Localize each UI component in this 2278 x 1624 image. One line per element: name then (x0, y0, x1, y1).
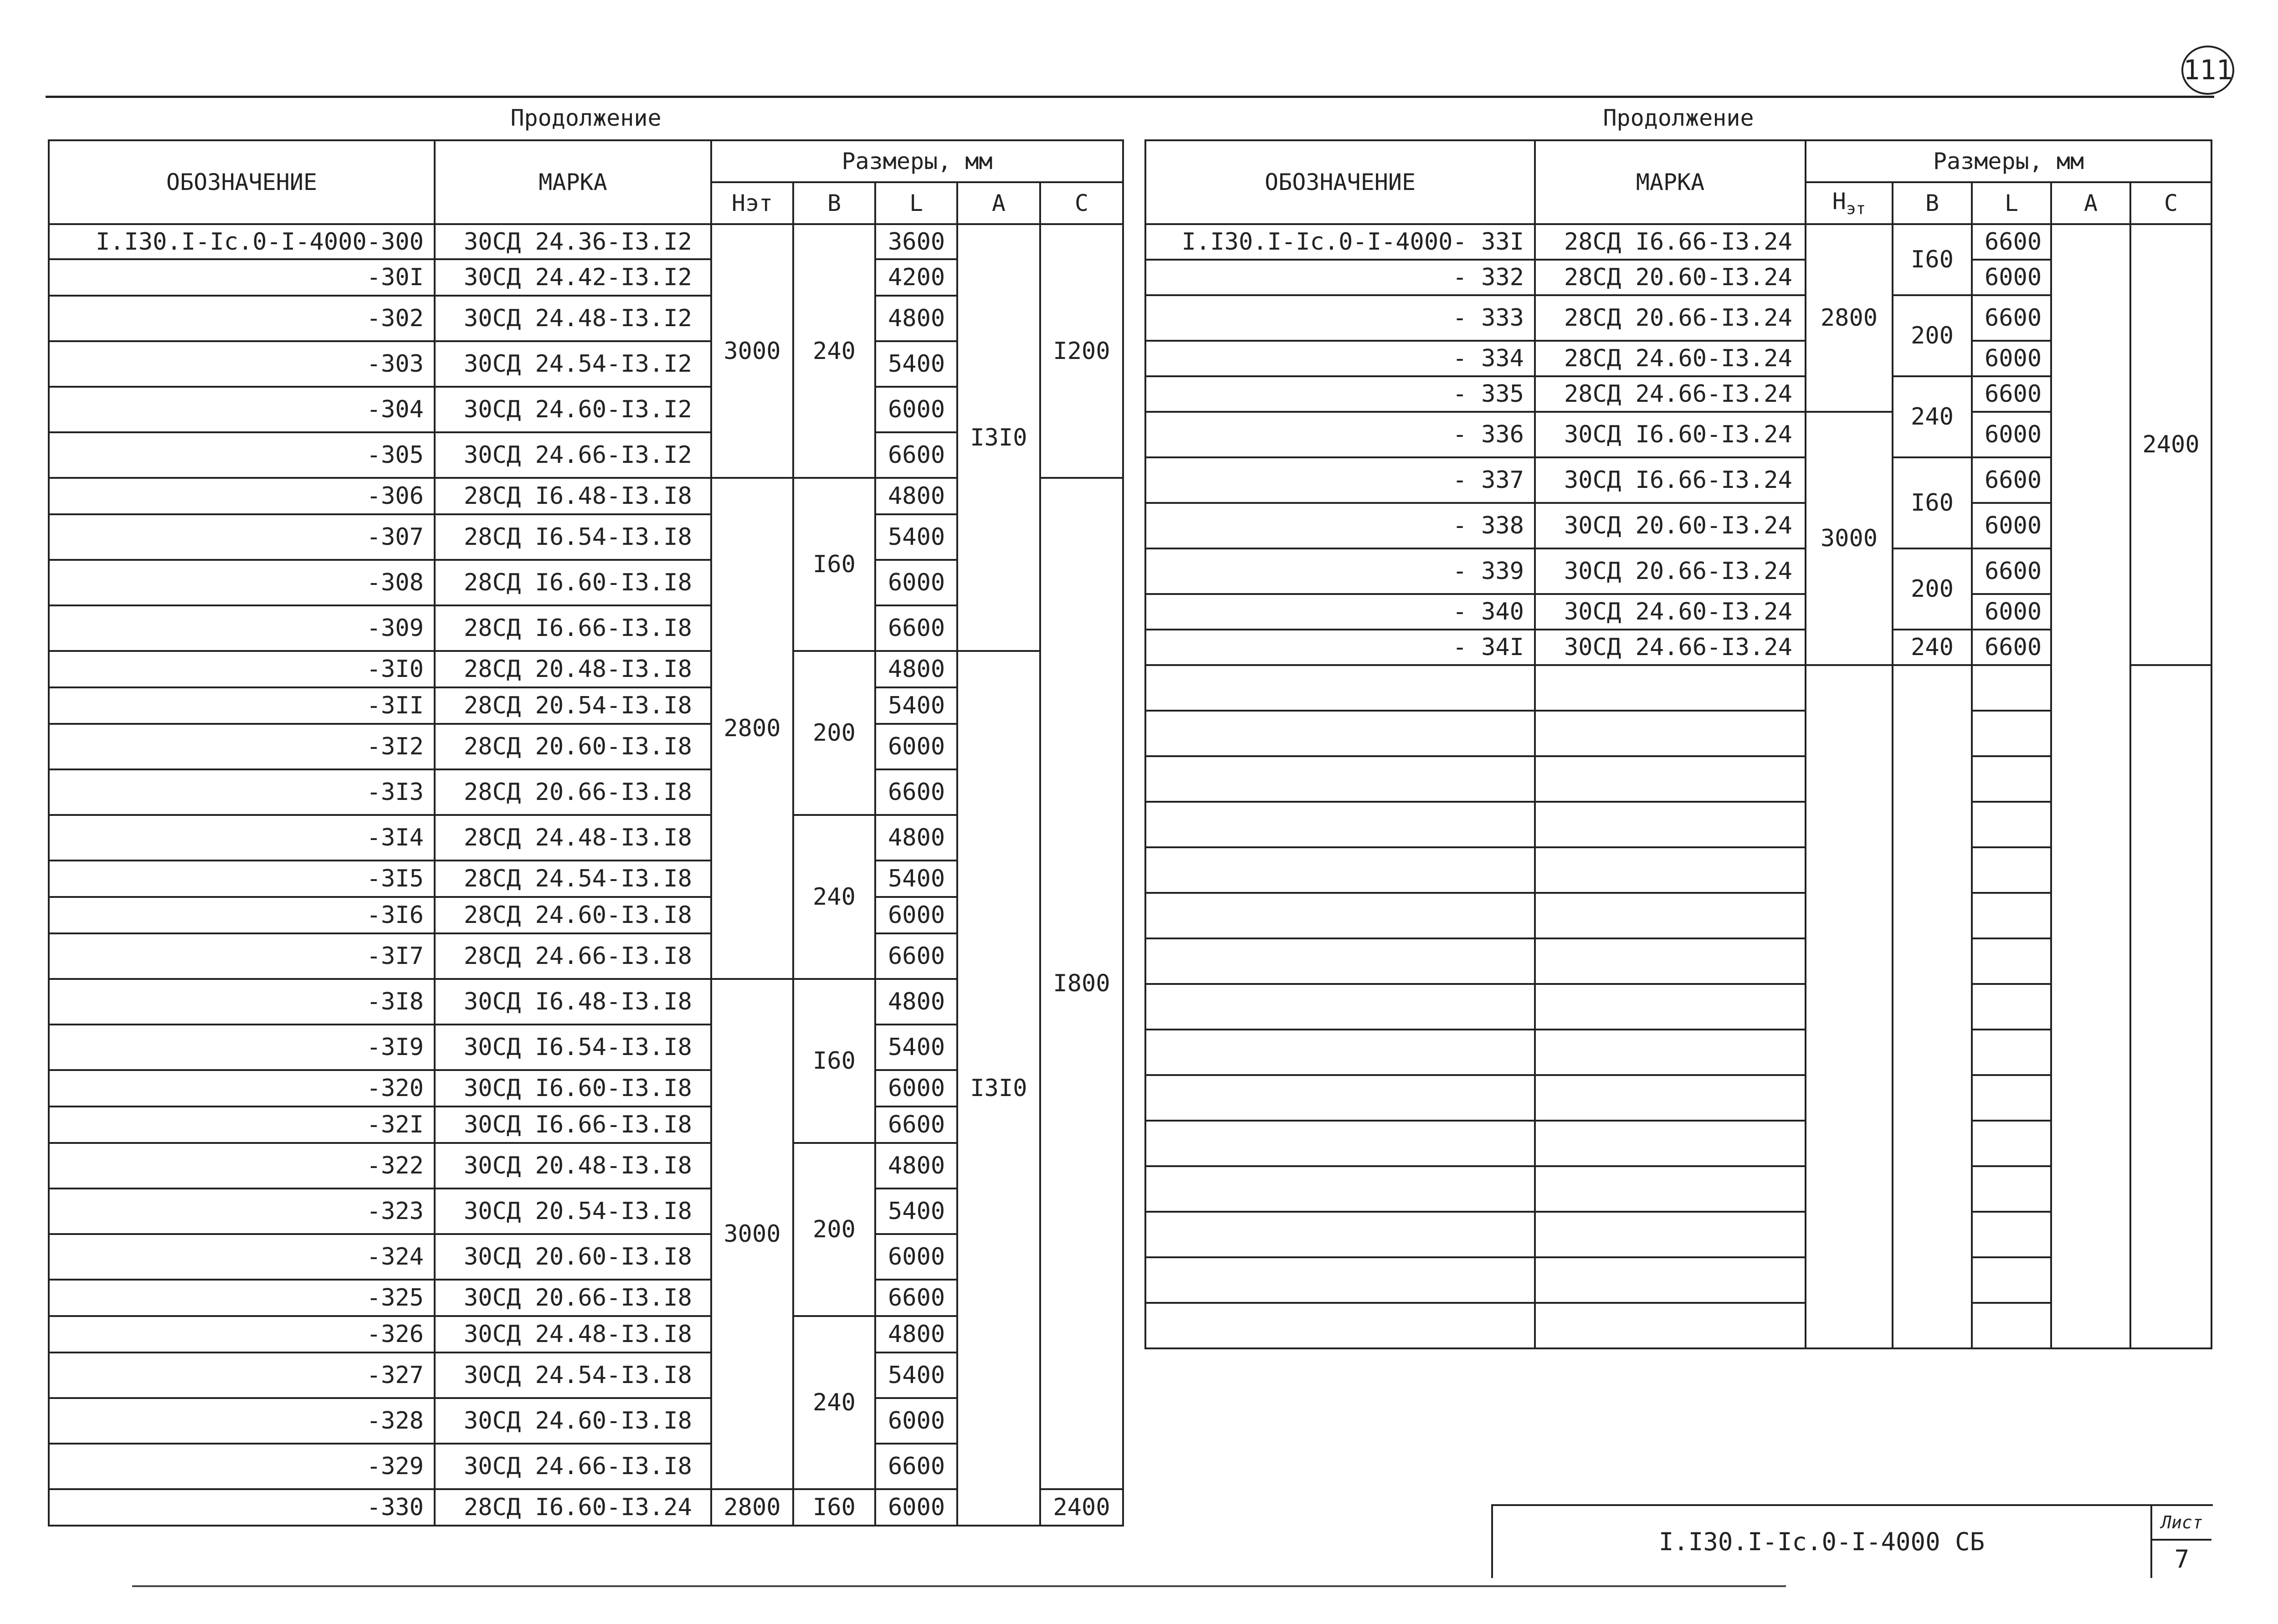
right-c-cell (2130, 665, 2211, 1348)
left-header-h: Нэт (711, 182, 793, 224)
left-oboz-cell: -3I0 (49, 651, 435, 687)
left-l-cell: 6000 (875, 1234, 957, 1280)
right-l-cell: 6600 (1972, 457, 2051, 503)
left-l-cell: 4800 (875, 1143, 957, 1189)
right-oboz-cell (1145, 1075, 1535, 1121)
left-marka-cell: 30СД 24.42-I3.I2 (435, 259, 711, 296)
left-l-cell: 3600 (875, 224, 957, 259)
left-oboz-cell: -3I4 (49, 815, 435, 861)
left-l-cell: 6000 (875, 1489, 957, 1526)
left-caption: Продолжение (49, 97, 1123, 140)
right-marka-cell: 30СД 24.60-I3.24 (1535, 594, 1806, 630)
right-oboz-cell: - 333 (1145, 295, 1535, 341)
right-l-cell: 6000 (1972, 260, 2051, 295)
left-marka-cell: 30СД I6.54-I3.I8 (435, 1025, 711, 1070)
right-l-cell: 6600 (1972, 224, 2051, 260)
left-oboz-cell: -3I6 (49, 897, 435, 933)
left-b-cell: I60 (793, 979, 875, 1143)
left-oboz-cell: -3II (49, 687, 435, 724)
left-oboz-cell: -324 (49, 1234, 435, 1280)
left-oboz-cell: -326 (49, 1316, 435, 1352)
left-oboz-cell: -323 (49, 1189, 435, 1234)
left-marka-cell: 30СД 20.66-I3.I8 (435, 1280, 711, 1316)
right-marka-cell (1535, 665, 1806, 711)
left-marka-cell: 28СД 24.66-I3.I8 (435, 933, 711, 979)
left-oboz-cell: -3I8 (49, 979, 435, 1025)
sheet-number: 111 (2181, 46, 2234, 95)
right-a-cell (2051, 224, 2130, 1348)
left-oboz-cell: -30I (49, 259, 435, 296)
left-b-cell: 200 (793, 651, 875, 815)
right-marka-cell: 28СД 24.60-I3.24 (1535, 341, 1806, 376)
right-oboz-cell (1145, 1121, 1535, 1166)
right-oboz-cell (1145, 1212, 1535, 1257)
right-oboz-cell (1145, 1257, 1535, 1303)
right-l-cell (1972, 1166, 2051, 1212)
left-marka-cell: 28СД 24.60-I3.I8 (435, 897, 711, 933)
left-l-cell: 4800 (875, 296, 957, 341)
right-marka-cell (1535, 1303, 1806, 1348)
right-l-cell: 6600 (1972, 630, 2051, 665)
left-b-cell: 240 (793, 815, 875, 979)
left-oboz-cell: -302 (49, 296, 435, 341)
right-marka-cell (1535, 847, 1806, 893)
left-l-cell: 5400 (875, 1352, 957, 1398)
right-oboz-cell: - 332 (1145, 260, 1535, 295)
document-code: I.I30.I-Ic.0-I-4000 СБ (1493, 1506, 2152, 1578)
left-marka-cell: 30СД 20.54-I3.I8 (435, 1189, 711, 1234)
right-l-cell (1972, 1075, 2051, 1121)
left-b-cell: I60 (793, 1489, 875, 1526)
right-marka-cell (1535, 1030, 1806, 1075)
right-l-cell (1972, 1121, 2051, 1166)
left-oboz-cell: -3I2 (49, 724, 435, 769)
left-l-cell: 6600 (875, 1107, 957, 1143)
left-l-cell: 4800 (875, 979, 957, 1025)
left-l-cell: 5400 (875, 1025, 957, 1070)
right-oboz-cell (1145, 665, 1535, 711)
left-a-cell: I3I0 (957, 224, 1040, 651)
left-oboz-cell: -328 (49, 1398, 435, 1444)
left-marka-cell: 30СД 24.66-I3.I2 (435, 432, 711, 478)
left-h-cell: 2800 (711, 1489, 793, 1526)
left-l-cell: 4800 (875, 651, 957, 687)
left-b-cell: I60 (793, 478, 875, 651)
left-c-cell: 2400 (1040, 1489, 1123, 1526)
right-header-oboz: ОБОЗНАЧЕНИЕ (1145, 140, 1535, 224)
left-l-cell: 6000 (875, 387, 957, 432)
left-oboz-cell: -330 (49, 1489, 435, 1526)
left-l-cell: 5400 (875, 1189, 957, 1234)
right-l-cell (1972, 938, 2051, 984)
left-oboz-cell: -307 (49, 514, 435, 560)
right-h-cell: 3000 (1806, 412, 1893, 665)
left-oboz-cell: -320 (49, 1070, 435, 1107)
right-header-a: А (2051, 182, 2130, 224)
right-oboz-cell (1145, 711, 1535, 756)
left-b-cell: 240 (793, 224, 875, 478)
right-marka-cell (1535, 893, 1806, 938)
right-marka-cell (1535, 984, 1806, 1030)
left-h-cell: 3000 (711, 224, 793, 478)
right-specification-table (1144, 97, 2212, 1349)
left-marka-cell: 28СД 20.66-I3.I8 (435, 769, 711, 815)
right-l-cell (1972, 665, 2051, 711)
right-header-h: $Н_{эт}$ (1806, 182, 1893, 224)
left-l-cell: 5400 (875, 514, 957, 560)
right-oboz-cell (1145, 1166, 1535, 1212)
right-marka-cell: 30СД 20.60-I3.24 (1535, 503, 1806, 548)
left-oboz-cell: -303 (49, 341, 435, 387)
left-marka-cell: 28СД I6.66-I3.I8 (435, 605, 711, 651)
right-l-cell: 6600 (1972, 295, 2051, 341)
right-h-cell (1806, 665, 1893, 1348)
left-oboz-cell: -306 (49, 478, 435, 514)
right-marka-cell: 30СД I6.66-I3.24 (1535, 457, 1806, 503)
left-marka-cell: 30СД 24.54-I3.I8 (435, 1352, 711, 1398)
left-oboz-cell: -304 (49, 387, 435, 432)
right-marka-cell (1535, 938, 1806, 984)
right-marka-cell (1535, 1212, 1806, 1257)
right-b-cell (1893, 665, 1972, 1348)
right-oboz-cell (1145, 938, 1535, 984)
left-l-cell: 4800 (875, 1316, 957, 1352)
left-marka-cell: 28СД 24.48-I3.I8 (435, 815, 711, 861)
left-marka-cell: 28СД 20.60-I3.I8 (435, 724, 711, 769)
right-oboz-cell (1145, 893, 1535, 938)
left-marka-cell: 28СД I6.54-I3.I8 (435, 514, 711, 560)
left-oboz-cell: -3I3 (49, 769, 435, 815)
right-oboz-cell: I.I30.I-Ic.0-I-4000- 33I (1145, 224, 1535, 260)
left-oboz-cell: -308 (49, 560, 435, 605)
right-l-cell: 6000 (1972, 412, 2051, 457)
left-oboz-cell: -327 (49, 1352, 435, 1398)
right-oboz-cell (1145, 1303, 1535, 1348)
right-marka-cell (1535, 1257, 1806, 1303)
right-marka-cell: 30СД 20.66-I3.24 (1535, 548, 1806, 594)
left-marka-cell: 30СД 20.60-I3.I8 (435, 1234, 711, 1280)
left-marka-cell: 30СД 24.66-I3.I8 (435, 1444, 711, 1489)
right-oboz-cell (1145, 802, 1535, 847)
right-oboz-cell (1145, 984, 1535, 1030)
right-l-cell (1972, 984, 2051, 1030)
left-l-cell: 6600 (875, 769, 957, 815)
left-header-c: С (1040, 182, 1123, 224)
right-b-cell: I60 (1893, 224, 1972, 295)
right-oboz-cell: - 336 (1145, 412, 1535, 457)
left-b-cell: 200 (793, 1143, 875, 1316)
right-marka-cell: 28СД I6.66-I3.24 (1535, 224, 1806, 260)
left-marka-cell: 30СД I6.60-I3.I8 (435, 1070, 711, 1107)
left-l-cell: 6000 (875, 1070, 957, 1107)
left-header-sizes: Размеры, мм (711, 140, 1123, 182)
right-b-cell: 200 (1893, 295, 1972, 376)
left-header-oboz: ОБОЗНАЧЕНИЕ (49, 140, 435, 224)
right-oboz-cell: - 337 (1145, 457, 1535, 503)
right-marka-cell: 28СД 20.60-I3.24 (1535, 260, 1806, 295)
left-marka-cell: 30СД 24.54-I3.I2 (435, 341, 711, 387)
right-l-cell (1972, 711, 2051, 756)
left-l-cell: 4800 (875, 478, 957, 514)
left-oboz-cell: -325 (49, 1280, 435, 1316)
left-l-cell: 6000 (875, 897, 957, 933)
right-marka-cell (1535, 711, 1806, 756)
right-l-cell (1972, 1212, 2051, 1257)
right-marka-cell (1535, 1166, 1806, 1212)
left-l-cell: 5400 (875, 341, 957, 387)
left-oboz-cell: -329 (49, 1444, 435, 1489)
left-marka-cell: 30СД 20.48-I3.I8 (435, 1143, 711, 1189)
right-b-cell: 240 (1893, 376, 1972, 457)
left-l-cell: 4200 (875, 259, 957, 296)
right-l-cell (1972, 1303, 2051, 1348)
left-l-cell: 6000 (875, 1398, 957, 1444)
left-oboz-cell: I.I30.I-Ic.0-I-4000-300 (49, 224, 435, 259)
left-l-cell: 6600 (875, 1280, 957, 1316)
right-header-l: L (1972, 182, 2051, 224)
left-table-row (49, 224, 1123, 259)
title-block-stamp (1491, 1504, 2213, 1578)
left-l-cell: 4800 (875, 815, 957, 861)
left-header-a: А (957, 182, 1040, 224)
left-oboz-cell: -32I (49, 1107, 435, 1143)
left-l-cell: 5400 (875, 861, 957, 897)
left-h-cell: 3000 (711, 979, 793, 1489)
left-marka-cell: 28СД I6.60-I3.I8 (435, 560, 711, 605)
right-b-cell: 240 (1893, 630, 1972, 665)
right-marka-cell (1535, 1075, 1806, 1121)
left-header-b: В (793, 182, 875, 224)
left-l-cell: 6000 (875, 724, 957, 769)
right-l-cell: 6000 (1972, 341, 2051, 376)
right-l-cell (1972, 1257, 2051, 1303)
left-marka-cell: 28СД 20.48-I3.I8 (435, 651, 711, 687)
left-oboz-cell: -3I7 (49, 933, 435, 979)
right-l-cell (1972, 756, 2051, 802)
right-caption: Продолжение (1145, 97, 2211, 140)
right-oboz-cell: - 338 (1145, 503, 1535, 548)
left-l-cell: 6600 (875, 605, 957, 651)
right-header-marka: МАРКА (1535, 140, 1806, 224)
left-oboz-cell: -322 (49, 1143, 435, 1189)
left-marka-cell: 30СД 24.60-I3.I8 (435, 1398, 711, 1444)
left-c-cell: I200 (1040, 224, 1123, 478)
right-marka-cell: 28СД 24.66-I3.24 (1535, 376, 1806, 412)
left-table-row (49, 651, 1123, 687)
sheet-label: Лист (2152, 1506, 2211, 1541)
sheet-page-number: 7 (2174, 1545, 2190, 1573)
left-l-cell: 5400 (875, 687, 957, 724)
left-l-cell: 6600 (875, 1444, 957, 1489)
right-oboz-cell (1145, 1030, 1535, 1075)
left-h-cell: 2800 (711, 478, 793, 979)
right-l-cell (1972, 802, 2051, 847)
right-b-cell: I60 (1893, 457, 1972, 548)
right-h-cell: 2800 (1806, 224, 1893, 412)
left-c-cell: I800 (1040, 478, 1123, 1489)
right-header-c: С (2130, 182, 2211, 224)
left-l-cell: 6600 (875, 432, 957, 478)
right-oboz-cell (1145, 756, 1535, 802)
right-marka-cell: 30СД I6.60-I3.24 (1535, 412, 1806, 457)
right-header-sizes: Размеры, мм (1806, 140, 2211, 182)
right-oboz-cell: - 335 (1145, 376, 1535, 412)
right-table-row (1145, 224, 2211, 260)
left-specification-table (48, 97, 1124, 1527)
right-marka-cell: 28СД 20.66-I3.24 (1535, 295, 1806, 341)
left-header-l: L (875, 182, 957, 224)
left-marka-cell: 30СД I6.66-I3.I8 (435, 1107, 711, 1143)
right-l-cell: 6000 (1972, 503, 2051, 548)
left-oboz-cell: -3I5 (49, 861, 435, 897)
right-oboz-cell: - 334 (1145, 341, 1535, 376)
right-oboz-cell: - 34I (1145, 630, 1535, 665)
left-marka-cell: 28СД I6.48-I3.I8 (435, 478, 711, 514)
right-l-cell (1972, 893, 2051, 938)
right-l-cell: 6600 (1972, 376, 2051, 412)
left-a-cell: I3I0 (957, 651, 1040, 1526)
right-marka-cell (1535, 802, 1806, 847)
left-marka-cell: 30СД 24.48-I3.I2 (435, 296, 711, 341)
left-marka-cell: 30СД 24.36-I3.I2 (435, 224, 711, 259)
left-l-cell: 6600 (875, 933, 957, 979)
right-marka-cell (1535, 1121, 1806, 1166)
right-marka-cell (1535, 756, 1806, 802)
left-marka-cell: 28СД I6.60-I3.24 (435, 1489, 711, 1526)
left-l-cell: 6000 (875, 560, 957, 605)
frame-bottom-line (132, 1585, 1786, 1587)
left-marka-cell: 30СД 24.48-I3.I8 (435, 1316, 711, 1352)
right-header-b: В (1893, 182, 1972, 224)
right-l-cell (1972, 847, 2051, 893)
left-marka-cell: 30СД 24.60-I3.I2 (435, 387, 711, 432)
left-b-cell: 240 (793, 1316, 875, 1489)
right-l-cell: 6000 (1972, 594, 2051, 630)
right-oboz-cell: - 339 (1145, 548, 1535, 594)
right-l-cell: 6600 (1972, 548, 2051, 594)
left-marka-cell: 30СД I6.48-I3.I8 (435, 979, 711, 1025)
right-b-cell: 200 (1893, 548, 1972, 630)
right-oboz-cell: - 340 (1145, 594, 1535, 630)
right-marka-cell: 30СД 24.66-I3.24 (1535, 630, 1806, 665)
left-header-marka: МАРКА (435, 140, 711, 224)
left-oboz-cell: -309 (49, 605, 435, 651)
right-oboz-cell (1145, 847, 1535, 893)
right-l-cell (1972, 1030, 2051, 1075)
left-oboz-cell: -305 (49, 432, 435, 478)
left-oboz-cell: -3I9 (49, 1025, 435, 1070)
left-marka-cell: 28СД 20.54-I3.I8 (435, 687, 711, 724)
right-c-cell: 2400 (2130, 224, 2211, 665)
left-marka-cell: 28СД 24.54-I3.I8 (435, 861, 711, 897)
